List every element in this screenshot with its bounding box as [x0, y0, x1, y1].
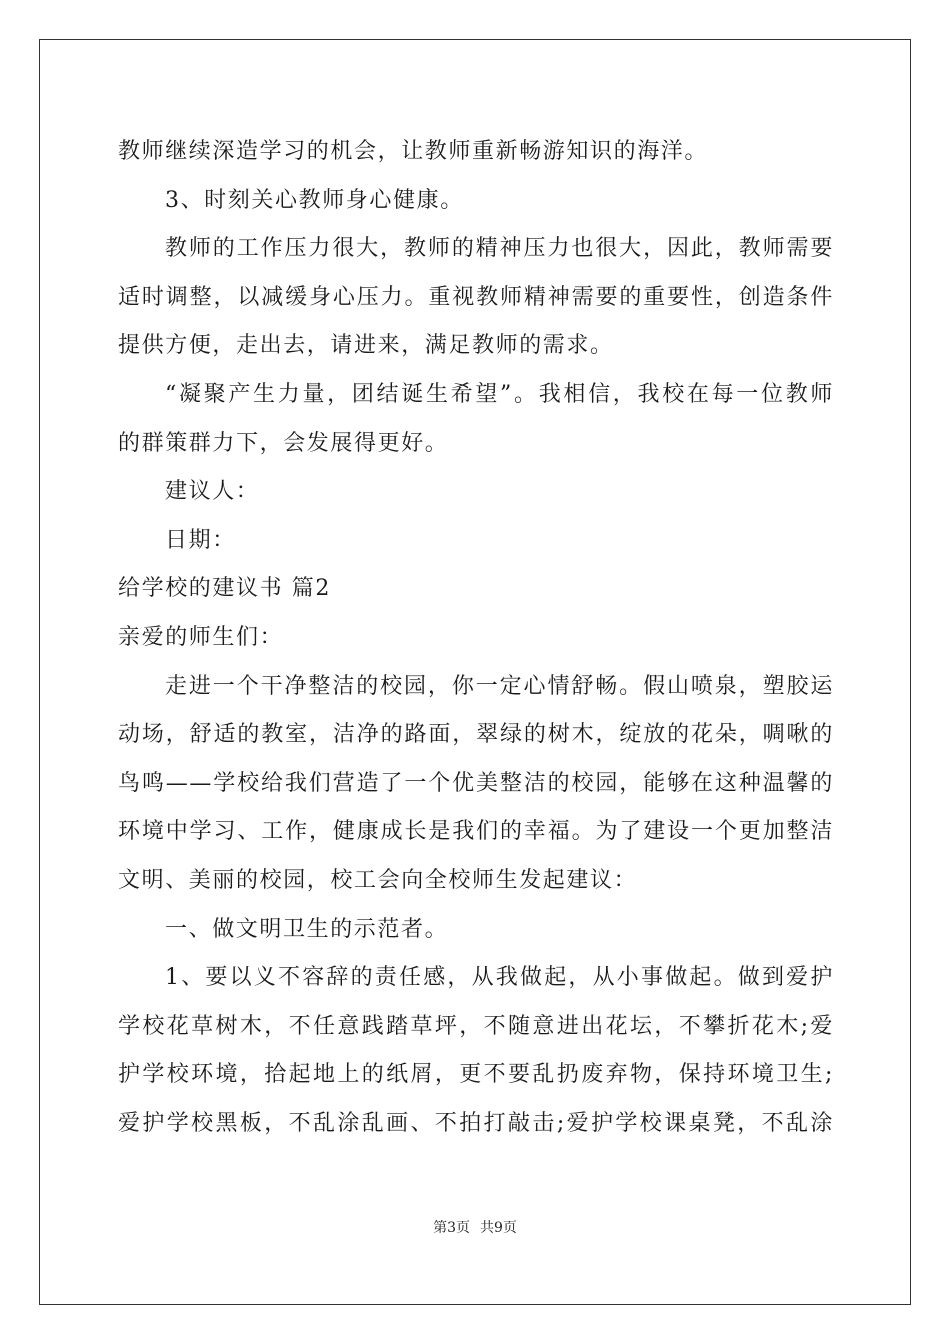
text-line: 学校花草树木，不任意践踏草坪，不随意进出花坛，不攀折花木;爱	[118, 1013, 834, 1039]
text-line: 适时调整，以减缓身心压力。重视教师精神需要的重要性，创造条件	[118, 284, 834, 310]
page-total: 共9页	[480, 1220, 517, 1236]
text-line: 鸟鸣——学校给我们营造了一个优美整洁的校园，能够在这种温馨的	[118, 770, 834, 796]
subheading: 一、做文明卫生的示范者。	[165, 916, 449, 942]
text-line: “凝聚产生力量，团结诞生希望”。我相信，我校在每一位教师	[165, 381, 834, 407]
section-heading: 给学校的建议书 篇2	[118, 576, 331, 602]
page-number: 第3页	[433, 1220, 470, 1236]
page-footer	[0, 1218, 950, 1238]
text-line: 动场，舒适的教室，洁净的路面，翠绿的树木，绽放的花朵，啁啾的	[118, 722, 834, 748]
text-line: 护学校环境，拾起地上的纸屑，更不要乱扔废弃物，保持环境卫生;	[118, 1062, 834, 1088]
text-line: 1、要以义不容辞的责任感，从我做起，从小事做起。做到爱护	[165, 965, 834, 991]
text-line: 教师的工作压力很大，教师的精神压力也很大，因此，教师需要	[165, 236, 834, 262]
text-line: 爱护学校黑板，不乱涂乱画、不拍打敲击;爱护学校课桌凳，不乱涂	[118, 1110, 834, 1136]
text-line: 走进一个干净整洁的校园，你一定心情舒畅。假山喷泉，塑胶运	[165, 673, 834, 699]
document-body	[118, 128, 834, 1148]
text-line: 3、时刻关心教师身心健康。	[165, 187, 464, 213]
text-line: 环境中学习、工作，健康成长是我们的幸福。为了建设一个更加整洁	[118, 819, 834, 845]
text-line: 提供方便，走出去，请进来，满足教师的需求。	[118, 333, 614, 359]
text-line: 的群策群力下，会发展得更好。	[118, 430, 449, 456]
text-line: 文明、美丽的校园，校工会向全校师生发起建议：	[118, 867, 638, 893]
salutation: 亲爱的师生们：	[118, 624, 284, 650]
text-line: 教师继续深造学习的机会，让教师重新畅游知识的海洋。	[118, 139, 709, 164]
date-label: 日期：	[165, 527, 236, 553]
signature-label: 建议人：	[165, 479, 260, 505]
